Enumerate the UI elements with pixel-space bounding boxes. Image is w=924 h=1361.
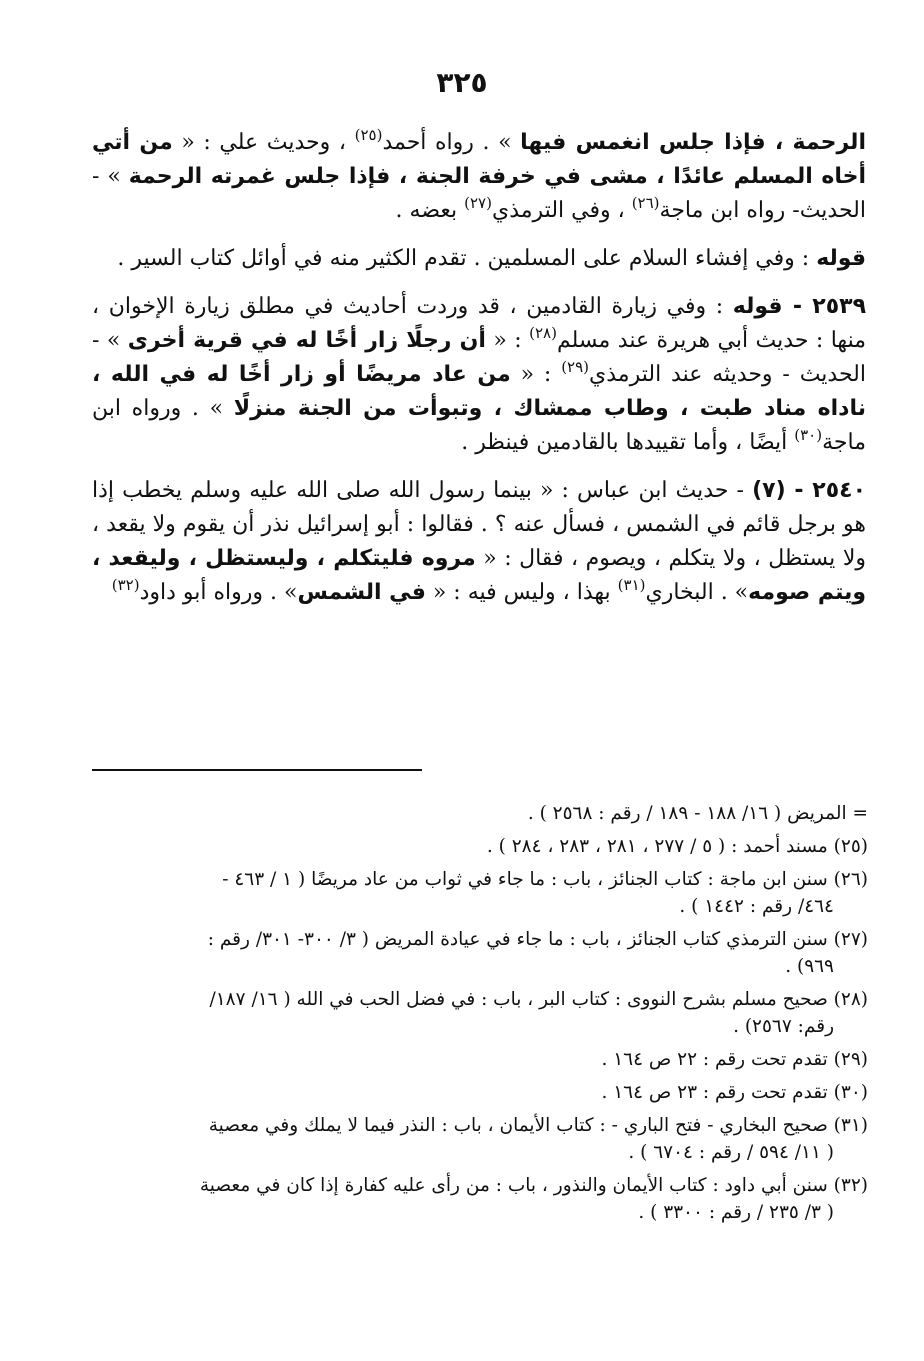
footnote-28 bbox=[100, 986, 868, 1040]
text-run: : وفي إفشاء السلام على المسلمين . تقدم الكثير منه في أوائل كتاب السير . bbox=[117, 246, 817, 271]
text-run: - حديث ابن عباس : « بينما رسول الله صلى الله عليه وسلم يخطب إذا هو برجل قائم في الشمس ، فسأل عنه ؟ . فقالوا : أبو إسرائيل نذر أن يقوم ولا يقعد ، ولا يستظل ، ولا يتكلم ، ويصوم ، فقال : « bbox=[92, 478, 866, 571]
text-run: ، وفي الترمذي bbox=[491, 198, 632, 223]
paragraph-1 bbox=[92, 126, 866, 228]
footnote-ref-27[interactable]: (٢٧) bbox=[464, 194, 492, 212]
footnotes bbox=[100, 800, 868, 1232]
text-run: : « bbox=[485, 328, 530, 353]
footnote-ref-28[interactable]: (٢٨) bbox=[529, 324, 557, 342]
bold-quote: مروه فليتكلم ، وليستظل ، وليقعد ، ويتم صومه bbox=[92, 546, 866, 605]
footnote-25 bbox=[100, 833, 868, 860]
text-run: » . البخاري bbox=[645, 580, 749, 605]
footnote-ref-31[interactable]: (٣١) bbox=[617, 576, 646, 594]
text-run: ، وحديث علي : « bbox=[172, 130, 355, 155]
text-run: » - الحديث - وحديثه عند الترمذي bbox=[92, 328, 866, 387]
footnote-line: (٢٦) سنن ابن ماجة : كتاب الجنائز ، باب : ما جاء في ثواب من عاد مريضًا ( ١ / ٤٦٣ - bbox=[222, 869, 868, 890]
entry-number: ٢٥٣٩ - bbox=[782, 294, 866, 319]
text-run: بعضه . bbox=[395, 198, 465, 223]
text-run: : وفي زيارة القادمين ، قد وردت أحاديث في مطلق زيارة الإخوان ، منها : حديث أبي هريرة عند مسلم bbox=[92, 294, 866, 353]
paragraph-3 bbox=[92, 290, 866, 460]
footnote-line: (٣١) صحيح البخاري - فتح الباري - : كتاب الأيمان ، باب : النذر فيما لا يملك وفي معصية bbox=[208, 1115, 868, 1136]
page-number: ٣٢٥ bbox=[436, 66, 488, 99]
footnote-line: رقم: ٢٥٦٧) . bbox=[733, 1016, 834, 1037]
text-run: » . ورواه أبو داود bbox=[139, 580, 298, 605]
footnote-line: ٤٦٤/ رقم : ١٤٤٢ ) . bbox=[679, 896, 834, 917]
footnote-26 bbox=[100, 866, 868, 920]
footnote-ref-26[interactable]: (٢٦) bbox=[631, 194, 660, 212]
footnote-line: (٢٧) سنن الترمذي كتاب الجنائز ، باب : ما جاء في عيادة المريض ( ٣/ ٣٠٠- ٣٠١/ رقم : bbox=[207, 929, 868, 950]
footnote-29 bbox=[100, 1046, 868, 1073]
footnote-continued bbox=[100, 800, 868, 827]
footnote-ref-25[interactable]: (٢٥) bbox=[354, 126, 383, 144]
footnote-line: ( ٣/ ٢٣٥ / رقم : ٣٣٠٠ ) . bbox=[638, 1202, 834, 1223]
footnote-32 bbox=[100, 1172, 868, 1226]
footnote-27 bbox=[100, 926, 868, 980]
bold-keyword: قوله bbox=[816, 246, 866, 271]
footnote-ref-29[interactable]: (٢٩) bbox=[561, 358, 590, 376]
text-run: » . ورواه ابن ماجة bbox=[92, 396, 866, 455]
main-text bbox=[92, 126, 866, 610]
footnote-ref-32[interactable]: (٣٢) bbox=[111, 576, 140, 594]
bold-quote: أن رجلًا زار أخًا له في قرية أخرى bbox=[127, 328, 486, 353]
footnote-line: ( ١١/ ٥٩٤ / رقم : ٦٧٠٤ ) . bbox=[628, 1142, 834, 1163]
bold-keyword: قوله bbox=[732, 294, 783, 319]
text-run: : « bbox=[510, 362, 562, 387]
footnote-31 bbox=[100, 1112, 868, 1166]
footnote-line: (٣٠) تقدم تحت رقم : ٢٣ ص ١٦٤ . bbox=[601, 1082, 868, 1103]
footnote-line: (٢٨) صحيح مسلم بشرح النووى : كتاب البر ، باب : في فضل الحب في الله ( ١٦/ ١٨٧/ bbox=[209, 989, 868, 1010]
footnote-separator bbox=[92, 769, 422, 771]
footnote-line: ٩٦٩) . bbox=[785, 956, 834, 977]
bold-quote: من عاد مريضًا أو زار أخًا له في الله ، ناداه مناد طبت ، وطاب ممشاك ، وتبوأت من الجنة منزلًا bbox=[92, 362, 866, 421]
bold-quote: الرحمة ، فإذا جلس انغمس فيها bbox=[520, 130, 866, 155]
text-run: » - الحديث- رواه ابن ماجة bbox=[92, 164, 866, 223]
bold-quote: في الشمس bbox=[297, 580, 426, 605]
text-run: بهذا ، وليس فيه : « bbox=[425, 580, 618, 605]
entry-number: ٢٥٤٠ - (٧) bbox=[752, 478, 866, 503]
paragraph-2 bbox=[92, 242, 866, 276]
bold-quote: من أتي أخاه المسلم عائدًا ، مشى في خرفة الجنة ، فإذا جلس غمرته الرحمة bbox=[92, 130, 866, 189]
footnote-line: (٢٩) تقدم تحت رقم : ٢٢ ص ١٦٤ . bbox=[601, 1049, 868, 1070]
footnote-line: (٣٢) سنن أبي داود : كتاب الأيمان والنذور ، باب : من رأى عليه كفارة إذا كان في معصية bbox=[199, 1175, 868, 1196]
footnote-line: (٢٥) مسند أحمد : ( ٥ / ٢٧٧ ، ٢٨١ ، ٢٨٣ ، ٢٨٤ ) . bbox=[486, 836, 868, 857]
footnote-line: = المريض ( ١٦/ ١٨٨ - ١٨٩ / رقم : ٢٥٦٨ ) . bbox=[527, 803, 868, 824]
footnote-30 bbox=[100, 1079, 868, 1106]
footnote-ref-30[interactable]: (٣٠) bbox=[794, 426, 823, 444]
paragraph-4 bbox=[92, 474, 866, 610]
text-run: أيضًا ، وأما تقييدها بالقادمين فينظر . bbox=[461, 430, 795, 455]
text-run: » . رواه أحمد bbox=[382, 130, 521, 155]
